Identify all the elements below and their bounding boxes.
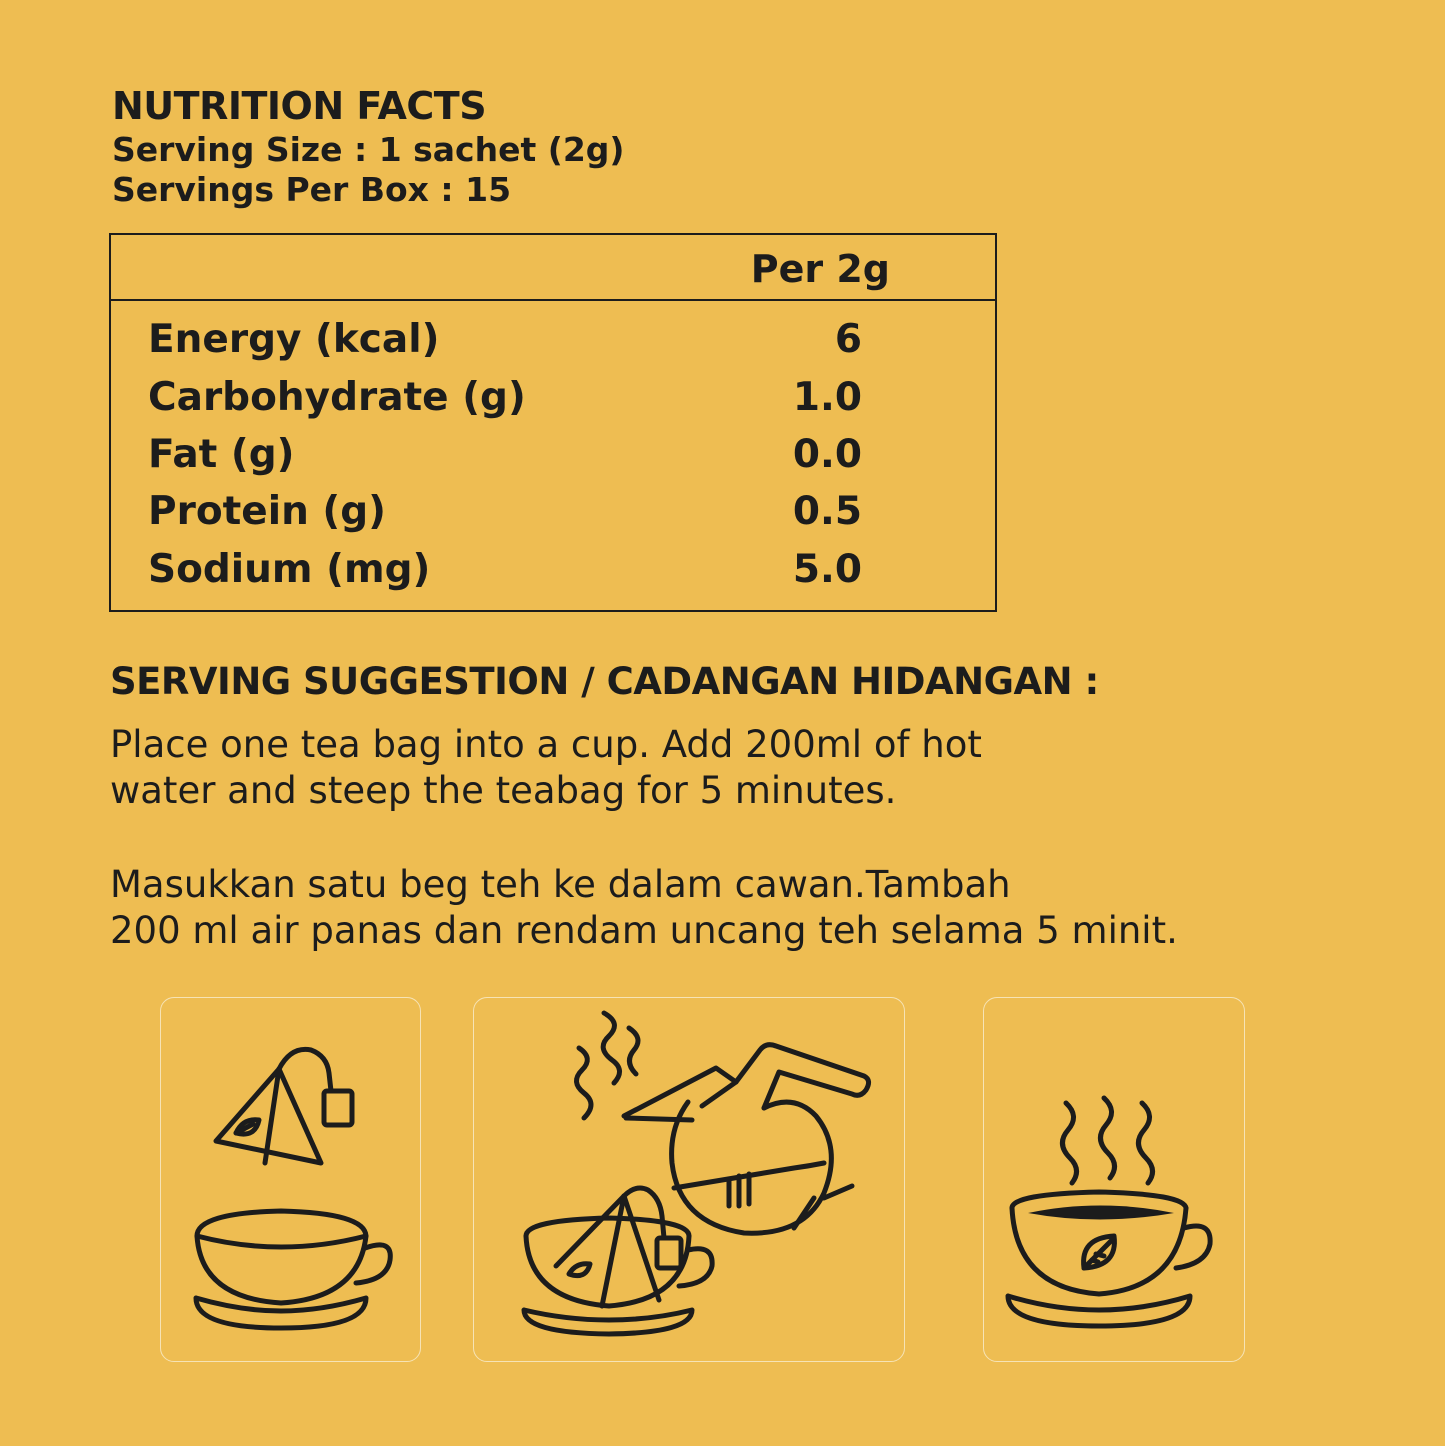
malay-line: Masukkan satu beg teh ke dalam cawan.Tambah [110,863,1011,906]
teabag-into-cup-icon [161,998,422,1363]
step-panel-1 [160,997,421,1362]
servings-per-box: Servings Per Box : 15 [112,170,512,209]
english-instructions [110,722,1210,814]
malay-line: 200 ml air panas dan rendam uncang teh selama 5 minit. [110,909,1178,952]
nutrient-value: 1.0 [792,375,862,420]
nutrient-label: Protein (g) [148,489,386,534]
table-row [111,489,995,547]
serving-suggestion-title: SERVING SUGGESTION / CADANGAN HIDANGAN : [110,660,1099,703]
table-row [111,317,995,375]
nutrition-table [109,233,997,612]
english-line: Place one tea bag into a cup. Add 200ml of hot [110,723,982,766]
english-line: water and steep the teabag for 5 minutes. [110,769,897,812]
step-panel-3 [983,997,1245,1362]
per-2g-header: Per 2g [750,247,890,291]
nutrient-label: Carbohydrate (g) [148,375,526,420]
malay-instructions [110,862,1310,954]
nutrient-label: Sodium (mg) [148,547,431,592]
nutrient-value: 6 [834,317,862,362]
step-panel-2 [473,997,905,1362]
nutrient-value: 5.0 [792,547,862,592]
nutrient-label: Energy (kcal) [148,317,440,362]
steaming-tea-cup-icon [984,998,1246,1363]
pour-hot-water-icon [474,998,906,1363]
nutrition-table-header [111,235,995,301]
table-row [111,375,995,433]
nutrient-label: Fat (g) [148,432,295,477]
nutrition-facts-title: NUTRITION FACTS [112,84,487,128]
table-row [111,547,995,605]
nutrient-value: 0.0 [792,432,862,477]
serving-size: Serving Size : 1 sachet (2g) [112,130,625,169]
nutrient-value: 0.5 [792,489,862,534]
table-row [111,432,995,490]
